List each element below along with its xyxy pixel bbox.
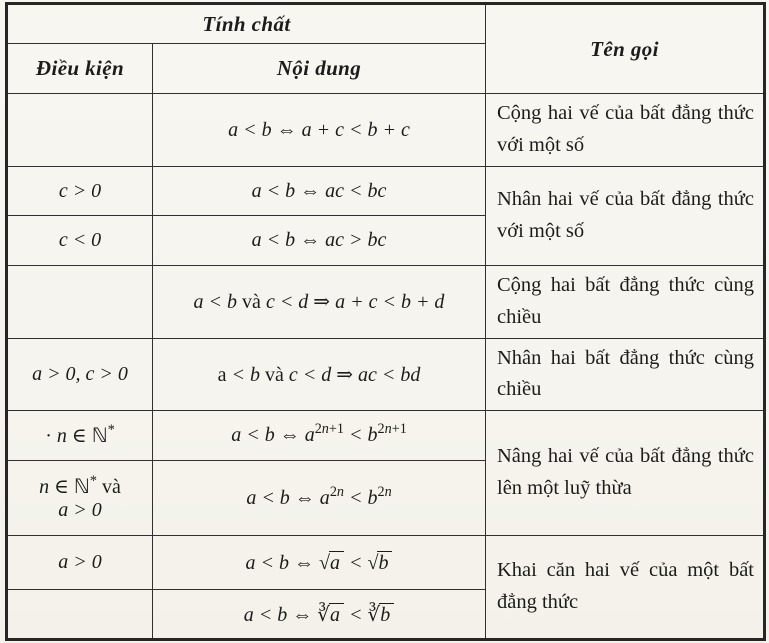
header-ten-goi: Tên gọi <box>486 4 765 94</box>
cell-name: Cộng hai vế của bất đẳng thức với một số <box>486 94 765 167</box>
cell-content: a < b ⇔ ∛a < ∛b <box>153 590 486 640</box>
cube-root-icon: ∛ <box>367 603 381 626</box>
header-tinh-chat: Tính chất <box>7 4 486 44</box>
cell-name: Khai căn hai vế của một bất đẳng thức <box>486 536 765 640</box>
cell-name: Nâng hai vế của bất đẳng thức lên một luỹ thừa <box>486 411 765 536</box>
table-row <box>7 536 765 590</box>
cell-content: a < b và c < d ⇒ ac < bd <box>153 338 486 411</box>
cell-content: a < b ⇔ √a < √b <box>153 536 486 590</box>
table-row <box>7 266 765 339</box>
cell-condition <box>7 94 153 167</box>
cell-content: a < b ⇔ ac < bc <box>153 167 486 216</box>
table-row <box>7 94 765 167</box>
table-row <box>7 338 765 411</box>
cell-name: Nhân hai vế của bất đẳng thức với một số <box>486 167 765 266</box>
table-row <box>7 167 765 216</box>
square-root-icon: √ <box>367 551 379 574</box>
cell-content: a < b và c < d ⇒ a + c < b + d <box>153 266 486 339</box>
cell-condition: n ∈ ℕ* và a > 0 <box>7 461 153 536</box>
header-noi-dung: Nội dung <box>153 44 486 94</box>
cell-condition <box>7 590 153 640</box>
cell-condition: c < 0 <box>7 216 153 266</box>
table-row <box>7 411 765 461</box>
square-root-icon: √ <box>319 551 330 574</box>
cell-name: Nhân hai bất đẳng thức cùng chiều <box>486 338 765 411</box>
cell-content: a < b ⇔ a + c < b + c <box>153 94 486 167</box>
header-dieu-kien: Điều kiện <box>7 44 153 94</box>
cell-content: a < b ⇔ $a^{2n} < b^{2n}$ <box>153 461 486 536</box>
inequality-properties-table <box>5 2 766 641</box>
cell-content: a < b ⇔ ac > bc <box>153 216 486 266</box>
cell-condition: · n ∈ ℕ* <box>7 411 153 461</box>
cell-condition: a > 0 <box>7 536 153 590</box>
cell-condition: a > 0, c > 0 <box>7 338 153 411</box>
cell-condition: c > 0 <box>7 167 153 216</box>
cube-root-icon: ∛ <box>317 603 330 626</box>
cell-name: Cộng hai bất đẳng thức cùng chiều <box>486 266 765 339</box>
cell-condition <box>7 266 153 339</box>
cell-content: a < b ⇔ $a^{2n+1} < b^{2n+1}$ <box>153 411 486 461</box>
